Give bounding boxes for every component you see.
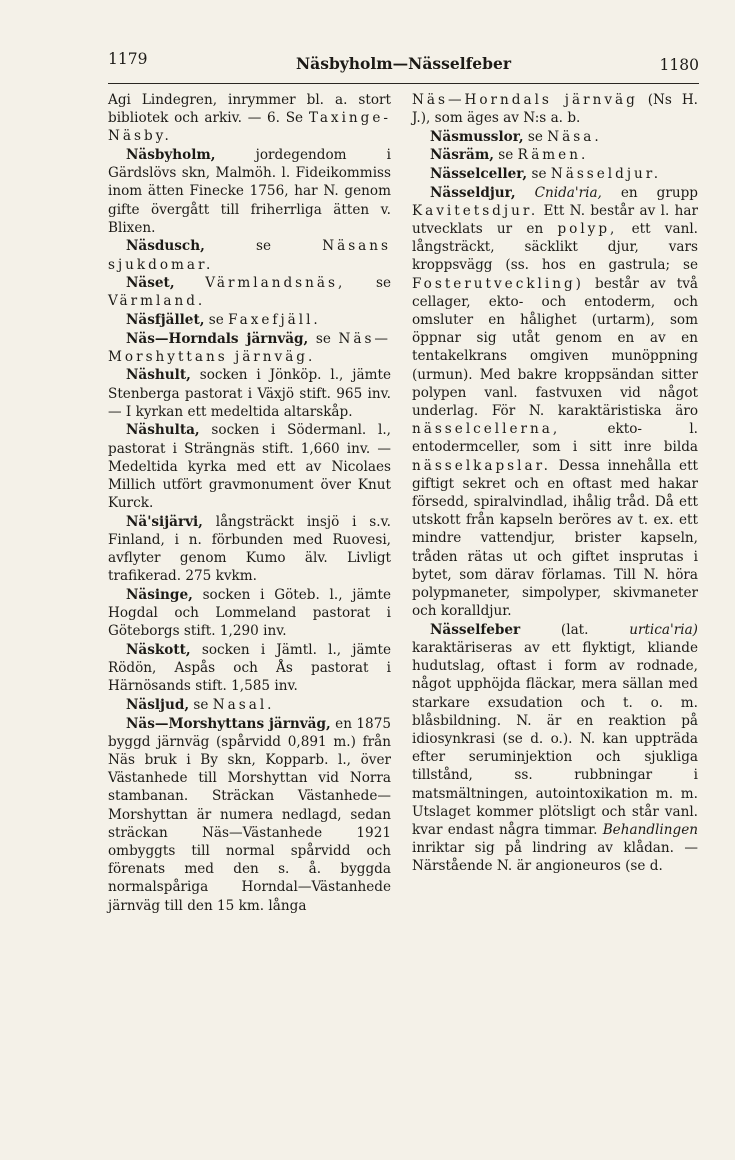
entry-nasfjallet: Näsfjället, se Faxefjäll.	[126, 312, 321, 328]
entry-nashulta: Näshulta, socken i Södermanl. l., pastorat i Strängnäs stift. 1,660 inv. — Medeltida kyrka med ett av Nicolaes Millich utfört gravmonument över Knut Kurck.	[108, 422, 391, 512]
entry-nas-morshyttans: Näs—Morshyttans järnväg, en 1875 byggd järnväg (spårvidd 0,891 m.) från Näs bruk i By skn, Kopparb. l., över Västanhede till Morshyttan vid Norra stambanan. Sträckan Västanhede—Morshyttan är numera nedlagd, sedan sträckan Näs—Västanhede 1921 ombyggts till normal spårvidd och förenats med den s. å. byggda normalspåriga Horndal—Västanhede järnväg till den 15 km. långa	[108, 715, 391, 914]
entry-continuation: Agi Lindegren, inrymmer bl. a. stort bibliotek och arkiv. — 6. Se Taxinge-Näsby.	[108, 92, 391, 145]
page-header	[108, 48, 699, 82]
entry-nasdusch: Näsdusch, se Näsans sjukdomar.	[108, 238, 391, 273]
header-rule	[108, 83, 699, 84]
entry-nas-horndals: Näs—Horndals järnväg, se Näs—Morshyttans järnväg.	[108, 330, 392, 365]
page-number-left: 1179	[108, 50, 148, 68]
entry-nasijarvi: Nä'sijärvi, långsträckt insjö i s.v. Finland, i n. förbunden med Ruovesi, avflyter genom Kumo älv. Livligt trafikerad. 275 kvkm.	[108, 513, 391, 585]
right-column	[412, 91, 698, 876]
entry-nasselceller: Nässelceller, se Nässeldjur.	[430, 165, 662, 182]
entry-nasselfeber: Nässelfeber (lat. urtica'ria) karaktäriseras av ett flyktigt, kliande hudutslag, oftast i form av rodnade, något upphöjda fläckar, mera sällan med starkare exsudation och t. o. m. blåsbildning. N. är en reaktion på idiosynkrasi (se d. o.). N. kan uppträda efter seruminjektion och sjukliga tillstånd, ss. rubbningar i matsmältningen, autointoxikation m. m. Utslaget kommer plötsligt och står vanl. kvar endast några timmar. Behandlingen inriktar sig på lindring av klådan. — Närstående N. är angioneuros (se d.	[412, 621, 698, 875]
entry-nasmusslor: Näsmusslor, se Näsa.	[430, 128, 602, 145]
entry-continuation-right: Näs—Horndals järnväg (Ns H. J.), som äges av N:s a. b.	[412, 92, 698, 127]
entry-nasljud: Näsljud, se Nasal.	[126, 697, 275, 713]
entry-nashult: Näshult, socken i Jönköp. l., jämte Stenberga pastorat i Växjö stift. 965 inv. — I kyrkan ett medeltida altarskåp.	[108, 367, 391, 420]
entry-naskott: Näskott, socken i Jämtl. l., jämte Rödön, Aspås och Ås pastorat i Härnösands stift. 1,585 inv.	[108, 642, 391, 695]
entry-nasinge: Näsinge, socken i Göteb. l., jämte Hogdal och Lommeland pastorat i Göteborgs stift. 1,290 inv.	[108, 587, 391, 640]
entry-nasram: Näsräm, se Rämen.	[430, 147, 589, 164]
entry-naset: Näset, Värmlandsnäs, se Värmland.	[108, 275, 392, 310]
page-number-right: 1180	[659, 56, 699, 74]
running-title: Näsbyholm—Nässelfeber	[296, 54, 511, 73]
left-column	[108, 91, 391, 915]
entry-nasbyholm: Näsbyholm, jordegendom i Gärdslövs skn, Malmöh. l. Fideikommiss inom ätten Finecke 1756, har N. genom gifte övergått till friherrliga ätten v. Blixen.	[108, 147, 391, 236]
entry-nasseldjur: Nässeldjur, Cnida'ria, en grupp Kavitetsdjur. Ett N. består av l. har utvecklats ur en polyp, ett vanl. långsträckt, säcklikt djur, vars kroppsvägg (ss. hos en gastrula; se Fosterutveckling) består av två cellager, ekto- och entoderm, och omsluter en hålighet (urtarm), som öppnar sig utåt genom en av en tentakelkrans omgiven munöppning (urmun). Med bakre kroppsändan sitter polypen vanl. fastvuxen vid något underlag. För N. karaktäristiska äro nässelcellerna, ekto- l. entodermceller, som i sitt inre bilda nässelkapslar. Dessa innehålla ett giftigt sekret och en oftast med hakar försedd, spiralvindlad, ihålig tråd. Då ett utskott från kapseln beröres av t. ex. ett mindre vattendjur, brister kapseln, tråden rätas ut och giftet insprutas i bytet, som därav förlamas. Till N. höra polypmaneter, simpolyper, skivmaneter och koralldjur.	[412, 184, 698, 620]
